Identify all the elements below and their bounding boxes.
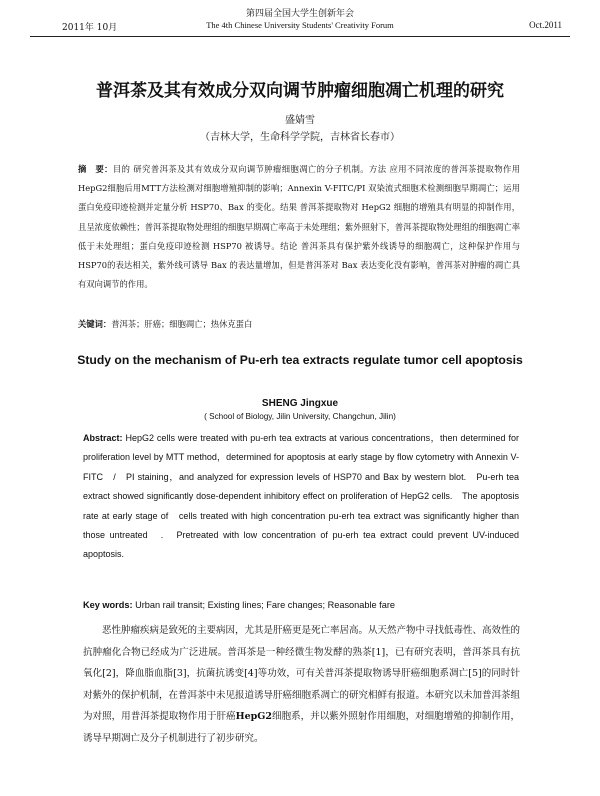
- author-en: SHENG Jingxue: [261, 398, 339, 409]
- keywords-cn-label: 关键词：: [78, 319, 112, 329]
- affiliation-en: ( School of Biology, Jilin University, Changchun, Jilin): [204, 412, 396, 421]
- abstract-cn-label: 摘 要：: [78, 164, 113, 174]
- running-header: [30, 6, 570, 37]
- keywords-cn: [78, 318, 252, 330]
- body-text: 恶性肿瘤疾病是致死的主要病因，尤其是肝癌更是死亡率居高。从天然产物中寻找低毒性、高效性的抗肿瘤化合物已经成为广泛进展。普洱茶是一种经微生物发酵的熟茶[1]，已有研究表明，普洱茶具有抗氧化[2]，降血脂血脂[3]，抗菌抗诱变[4]等功效，可有关普洱茶提取物诱导肝癌细胞系凋亡[5]的同时针对紫外的保护机制，在普洱茶中未见报道诱导肝癌细胞系凋亡的研究相鲜有报道。本研究以未加普洱茶组为对照，用普洱茶提取物作用于肝癌: [83, 625, 521, 722]
- abstract-en: [83, 429, 519, 565]
- affiliation-cn: （吉林大学，生命科学学院，吉林省长春市）: [200, 132, 400, 143]
- keywords-en-text: Urban rail transit; Existing lines; Fare changes; Reasonable fare: [132, 600, 396, 610]
- body-paragraph-cn: [83, 620, 520, 749]
- abstract-en-label: Abstract:: [83, 433, 123, 443]
- header-forum-cn: 第四届全国大学生创新年会: [245, 9, 354, 19]
- abstract-en-text: HepG2 cells were treated with pu-erh tea extracts at various concentrations，then determined for proliferation level by MTT method，determined for apoptosis at early stage by flow cytometry with Annexin V-FITC / PI staining，and analyzed for expression levels of HSP70 and Bax by western blot. Pu-erh tea extract showed significantly dose-dependent inhibitory effect on proliferation of HepG2 cells. The apoptosis rate at early stage of cells treated with high concentration pu-erh tea extract was significantly higher than those untreated . Pretreated with low concentration of pu-erh tea extract could prevent UV-induced apoptosis.: [83, 433, 519, 560]
- body-text-end: 细胞系，并以紫外照射作用细胞，对细胞增殖的抑制作用，诱导早期凋亡及分子机制进行了初步研究。: [83, 711, 520, 744]
- abstract-cn-text: 目的 研究普洱茶及其有效成分双向调节肿瘤细胞凋亡的分子机制。方法 应用不同浓度的普洱茶提取物作用HepG2细胞后用MTT方法检测对细胞增殖抑制的影响；Annexin V-FITC/PI 双染流式细胞术检测细胞早期凋亡；运用蛋白免疫印迹检测并定量分析 HSP70、Bax 的变化。结果 普洱茶提取物对 HepG2 细胞的增殖具有明显的抑制作用，且呈浓度依赖性；普洱茶提取物处理组的细胞早期凋亡率高于未处理组；紫外照射下，普洱茶提取物处理组的细胞凋亡率低于未处理组；蛋白免疫印迹检测 HSP70 被诱导。结论 普洱茶具有保护紫外线诱导的细胞凋亡，这种保护作用与HSP70的表达相关，紫外线可诱导 Bax 的表达量增加，但是普洱茶对 Bax 表达变化没有影响，普洱茶对肿瘤的凋亡具有双向调节的作用。: [78, 164, 520, 290]
- abstract-cn: [78, 160, 520, 294]
- author-cn: 盛婧雪: [285, 115, 315, 126]
- keywords-en: [83, 600, 395, 610]
- header-date-cn: 2011年 10月: [62, 23, 118, 33]
- keywords-en-label: Key words:: [83, 600, 133, 610]
- paper-title-en: Study on the mechanism of Pu-erh tea extracts regulate tumor cell apoptosis: [77, 353, 523, 367]
- paper-title-cn: 普洱茶及其有效成分双向调节肿瘤细胞凋亡机理的研究: [96, 81, 504, 101]
- header-forum-en: The 4th Chinese University Students' Creativity Forum: [206, 20, 394, 30]
- keywords-cn-text: 普洱茶；肝癌；细胞凋亡；热休克蛋白: [111, 319, 253, 329]
- header-date-en: Oct.2011: [529, 20, 562, 30]
- body-term-hepg2: HepG2: [235, 711, 272, 722]
